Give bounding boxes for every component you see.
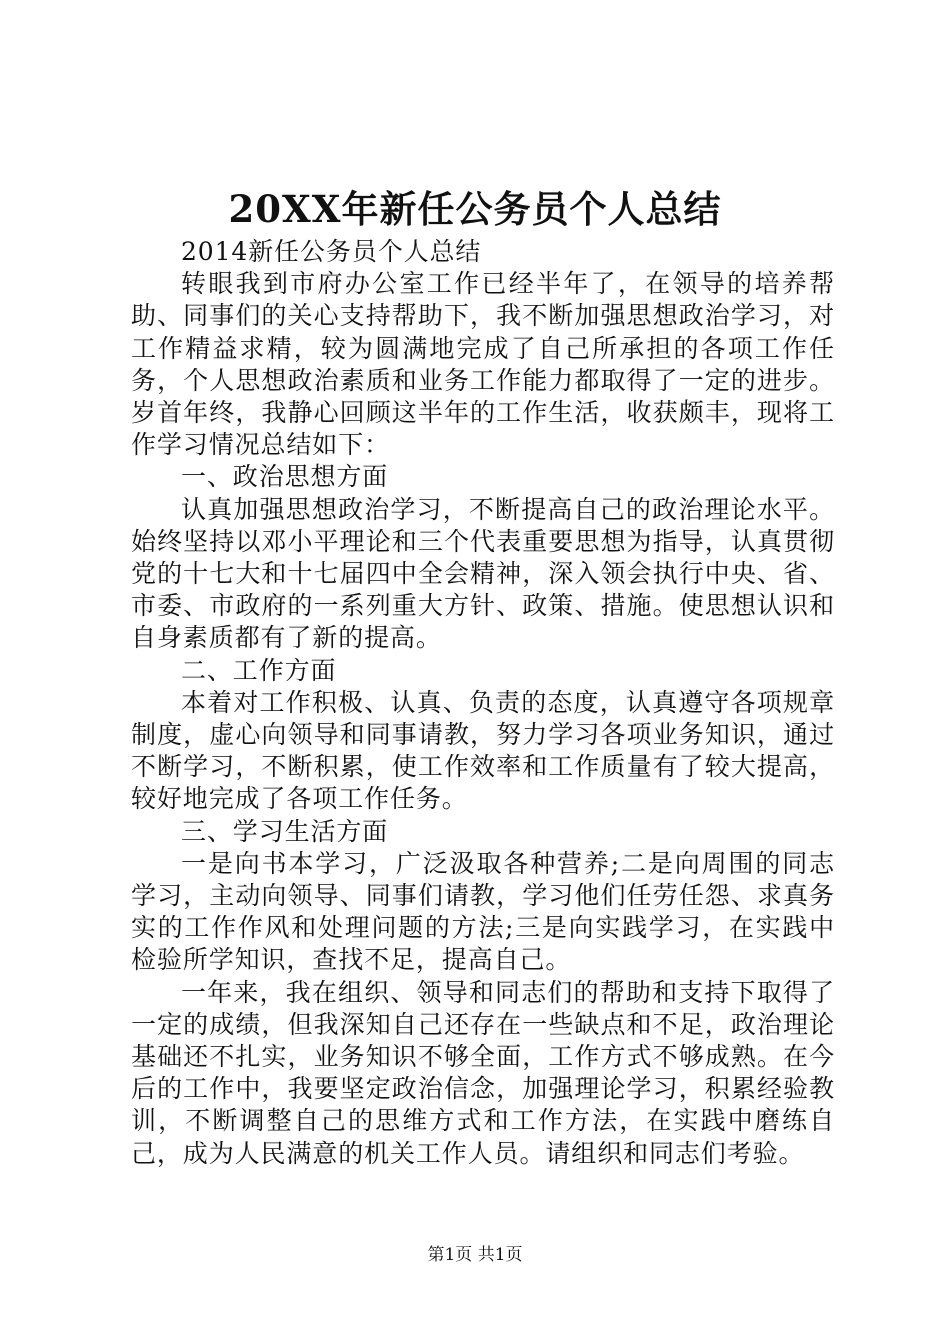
page-footer: 第1页 共1页 xyxy=(427,1245,523,1265)
section-heading: 一、政治思想方面 xyxy=(181,462,389,492)
body-paragraph: 转眼我到市府办公室工作已经半年了，在领导的培养帮助、同事们的关心支持帮助下，我不断加强思想政治学习，对工作精益求精，较为圆满地完成了自己所承担的各项工作任务，个人思想政治素质和业务工作能力都取得了一定的进步。岁首年终，我静心回顾这半年的工作生活，收获颇丰，现将工作学习情况总结如下： xyxy=(131,269,835,460)
subtitle-paragraph: 2014新任公务员个人总结 xyxy=(181,237,482,266)
document-title: 20XX年新任公务员个人总结 xyxy=(228,187,722,231)
section-heading: 二、工作方面 xyxy=(181,655,337,685)
document-body xyxy=(131,236,835,1170)
body-paragraph: 本着对工作积极、认真、负责的态度，认真遵守各项规章制度，虚心向领导和同事请教，努力学习各项业务知识，通过不断学习，不断积累，使工作效率和工作质量有了较大提高，较好地完成了各项工作任务。 xyxy=(131,687,835,814)
body-paragraph: 认真加强思想政治学习，不断提高自己的政治理论水平。始终坚持以邓小平理论和三个代表重要思想为指导，认真贯彻党的十七大和十七届四中全会精神，深入领会执行中央、省、市委、市政府的一系列重大方针、政策、措施。使思想认识和自身素质都有了新的提高。 xyxy=(131,494,835,653)
section-heading: 三、学习生活方面 xyxy=(181,816,389,846)
body-paragraph: 一年来，我在组织、领导和同志们的帮助和支持下取得了一定的成绩，但我深知自己还存在一些缺点和不足，政治理论基础还不扎实，业务知识不够全面，工作方式不够成熟。在今后的工作中，我要坚定政治信念，加强理论学习，积累经验教训，不断调整自己的思维方式和工作方法，在实践中磨练自己，成为人民满意的机关工作人员。请组织和同志们考验。 xyxy=(131,977,835,1168)
body-paragraph: 一是向书本学习，广泛汲取各种营养;二是向周围的同志学习，主动向领导、同事们请教，学习他们任劳任怨、求真务实的工作作风和处理问题的方法;三是向实践学习，在实践中检验所学知识，查找不足，提高自己。 xyxy=(131,848,835,975)
